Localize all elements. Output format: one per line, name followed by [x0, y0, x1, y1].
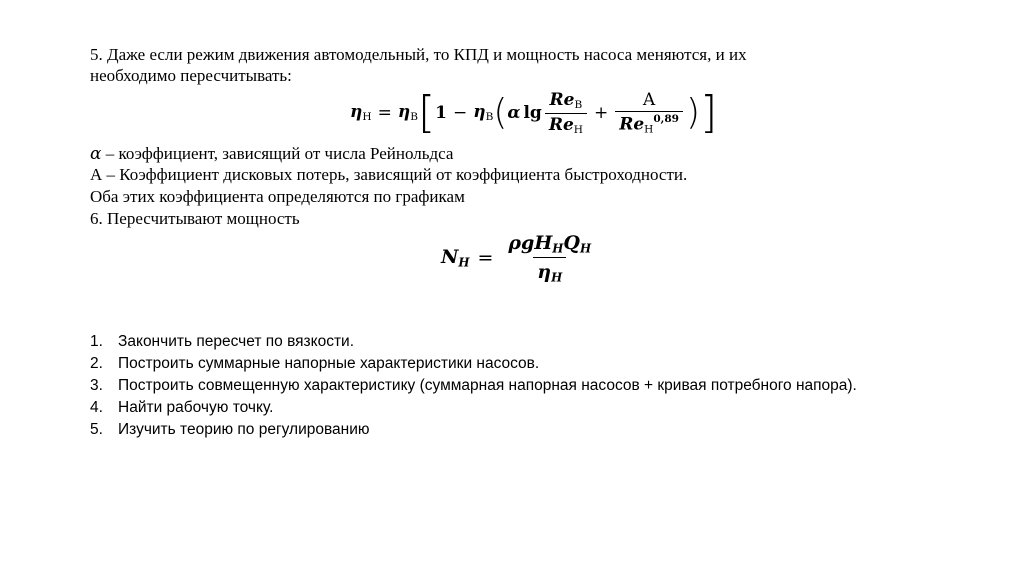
intro-line-2: необходимо пересчитывать:	[90, 66, 292, 85]
power-denominator: ηH	[533, 257, 566, 285]
formula-lg: lg	[523, 103, 542, 123]
both-coefficients-note: Оба этих коэффициента определяются по графикам	[90, 187, 465, 206]
power-fraction	[504, 232, 595, 284]
formula-left-bracket: [	[417, 87, 436, 138]
step-6-heading: 6. Пересчитывают мощность	[90, 209, 300, 228]
efficiency-formula	[350, 86, 717, 140]
formula-right-bracket: ]	[700, 87, 718, 138]
power-numerator: ρgHHQH	[508, 231, 592, 256]
formula-right-paren: )	[686, 92, 701, 133]
fraction-denominator: $Re_Н$	[545, 113, 587, 136]
intro-line-1: 5. Даже если режим движения автомодельный, то КПД и мощность насоса меняются, и их	[90, 45, 747, 64]
formula-one: 1	[435, 103, 447, 123]
formula-2-equals: =	[477, 247, 494, 269]
power-formula	[441, 226, 598, 290]
fraction-numerator: $Re_В$	[549, 90, 583, 112]
alpha-description: α – коэффициент, зависящий от числа Рейнольдса	[90, 144, 454, 164]
reynolds-ratio-fraction	[545, 90, 587, 135]
list-item: 1. Закончить пересчет по вязкости.	[90, 333, 355, 350]
formula-n-h: NH	[441, 246, 470, 270]
disk-loss-fraction	[615, 90, 683, 136]
list-item: 4. Найти рабочую точку.	[90, 399, 274, 416]
formula-equals: =	[377, 103, 392, 123]
list-item: 3. Построить совмещенную характеристику (суммарная напорная насосов + кривая потребного напора).	[90, 377, 857, 394]
formula-alpha: α	[507, 103, 521, 123]
task-list	[90, 331, 898, 441]
fraction-a-numerator: А	[642, 90, 656, 111]
fraction-re-power-denominator: $Re_Н^{0,89}$	[615, 111, 683, 136]
formula-eta-v: $\eta_В$	[397, 102, 418, 124]
formula-eta-v-2: $\eta_В$	[473, 102, 494, 124]
formula-minus: −	[452, 103, 468, 123]
formula-eta-h: $\eta_Н$	[350, 102, 372, 124]
formula-left-paren: (	[493, 92, 508, 133]
formula-plus: +	[593, 103, 609, 123]
list-item: 2. Построить суммарные напорные характеристики насосов.	[90, 355, 540, 372]
a-description: А – Коэффициент дисковых потерь, зависящий от коэффициента быстроходности.	[90, 165, 688, 184]
list-item: 5. Изучить теорию по регулированию	[90, 421, 370, 438]
